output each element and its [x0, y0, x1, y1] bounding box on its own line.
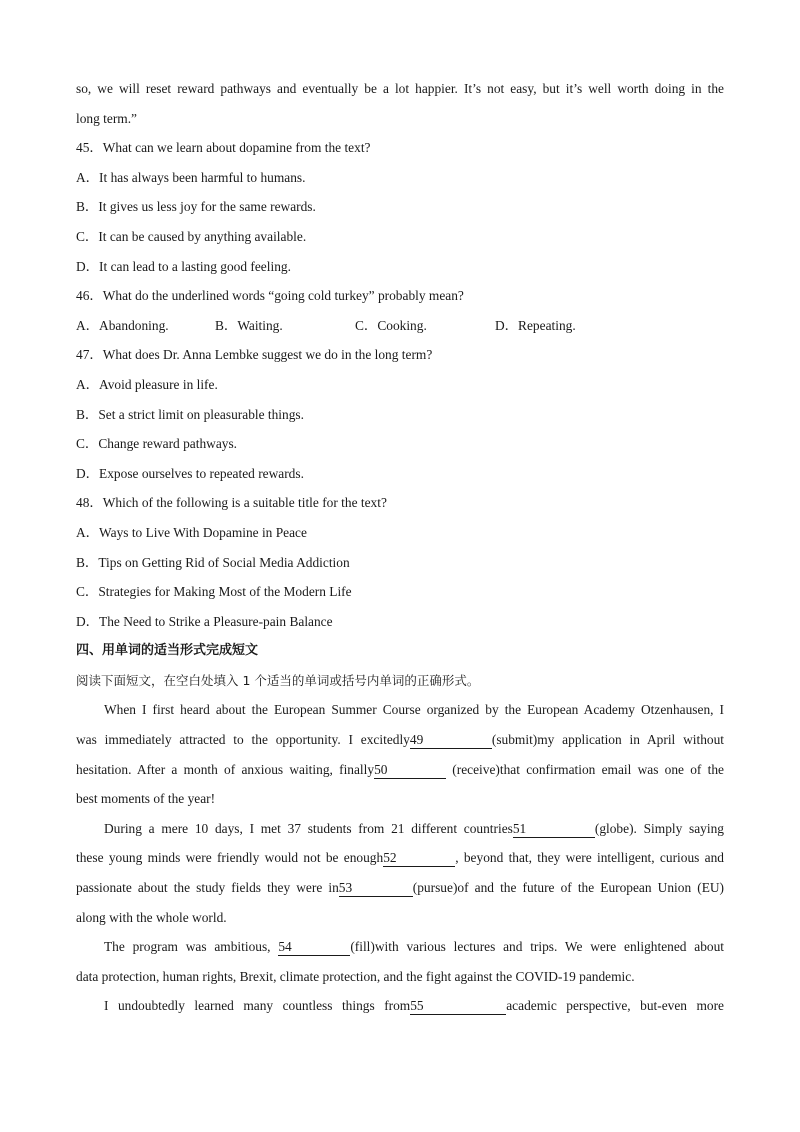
option-a: A．Avoid pleasure in life. [76, 376, 218, 392]
cloze-text: I undoubtedly learned many countless things from [104, 998, 411, 1014]
passage-text-line: so, we will reset reward pathways and eventually be a lot happier. It’s not easy, but it’s well worth doing in the [76, 81, 724, 96]
cloze-text-line [76, 932, 724, 962]
option-d: D．Repeating. [495, 317, 576, 333]
option-d: D．It can lead to a lasting good feeling. [76, 258, 291, 274]
option-a: A．Ways to Live With Dopamine in Peace [76, 524, 307, 540]
question-45 [76, 133, 724, 281]
cloze-text-line: When I first heard about the European Summer Course organized by the European Academy Otzenhausen, I [104, 702, 724, 718]
cloze-text-line [76, 873, 724, 903]
cloze-text: (receive)that confirmation email was one of the [446, 761, 724, 777]
section-heading: 四、用单词的适当形式完成短文 [76, 643, 259, 659]
cloze-text-line: best moments of the year! [76, 791, 216, 807]
cloze-text: (fill)with various lectures and trips. We were enlightened about [350, 939, 725, 955]
cloze-paragraph-3 [76, 932, 724, 991]
question-48 [76, 488, 724, 636]
cloze-paragraph-1 [76, 695, 724, 813]
blank-52[interactable]: 52 [383, 850, 455, 867]
question-stem: 46．What do the underlined words “going cold turkey” probably mean? [76, 288, 464, 304]
cloze-text: The program was ambitious, [104, 939, 279, 955]
options-row [76, 311, 724, 341]
cloze-text: (pursue)of and the future of the European Union (EU) [412, 880, 724, 896]
option-d: D．Expose ourselves to repeated rewards. [76, 465, 304, 481]
cloze-text: was immediately attracted to the opportunity. I excitedly [76, 732, 410, 748]
option-b: B．Set a strict limit on pleasurable things. [76, 406, 304, 422]
question-47 [76, 340, 724, 488]
cloze-text: (submit)my application in April without [491, 732, 724, 748]
cloze-paragraph-4 [76, 991, 724, 1021]
section-instruction: 阅读下面短文，在空白处填入 1 个适当的单词或括号内单词的正确形式。 [76, 672, 480, 688]
option-c: C．Cooking. [355, 317, 427, 333]
cloze-text-line [76, 725, 724, 755]
blank-53[interactable]: 53 [339, 880, 413, 897]
option-b: B．Tips on Getting Rid of Social Media Addiction [76, 554, 350, 570]
cloze-text: , beyond that, they were intelligent, curious and [455, 850, 724, 866]
document-page [76, 74, 724, 1021]
cloze-text-line [76, 843, 724, 873]
option-b: B．It gives us less joy for the same rewards. [76, 199, 316, 215]
passage-text-line: long term.” [76, 110, 137, 126]
blank-51[interactable]: 51 [513, 821, 595, 838]
cloze-text-line [76, 991, 724, 1021]
cloze-text: passionate about the study fields they were in [76, 880, 339, 896]
option-a: A．It has always been harmful to humans. [76, 169, 306, 185]
cloze-text-line: data protection, human rights, Brexit, climate protection, and the fight against the COVID-19 pandemic. [76, 968, 635, 984]
blank-54[interactable]: 54 [278, 939, 350, 956]
question-stem: 48．Which of the following is a suitable title for the text? [76, 495, 387, 511]
blank-50[interactable]: 50 [374, 762, 446, 779]
cloze-paragraph-2 [76, 814, 724, 932]
cloze-text: these young minds were friendly would not be enough [76, 850, 384, 866]
option-d: D．The Need to Strike a Pleasure-pain Balance [76, 613, 333, 629]
option-c: C．Strategies for Making Most of the Modern Life [76, 584, 352, 600]
cloze-text: academic perspective, but-even more [506, 998, 724, 1014]
question-stem: 45．What can we learn about dopamine from the text? [76, 140, 371, 156]
question-46 [76, 281, 724, 340]
cloze-text-line: along with the whole world. [76, 909, 227, 925]
option-b: B．Waiting. [215, 317, 283, 333]
option-c: C．It can be caused by anything available. [76, 228, 307, 244]
option-a: A．Abandoning. [76, 317, 169, 333]
option-c: C．Change reward pathways. [76, 436, 238, 452]
cloze-text: (globe). Simply saying [594, 820, 724, 836]
question-stem: 47．What does Dr. Anna Lembke suggest we do in the long term? [76, 347, 433, 363]
cloze-text-line [76, 755, 724, 785]
cloze-text: hesitation. After a month of anxious waiting, finally [76, 761, 375, 777]
cloze-text: During a mere 10 days, I met 37 students from 21 different countries [104, 820, 513, 836]
blank-55[interactable]: 55 [410, 998, 506, 1015]
blank-49[interactable]: 49 [410, 732, 492, 749]
cloze-text-line [76, 814, 724, 844]
